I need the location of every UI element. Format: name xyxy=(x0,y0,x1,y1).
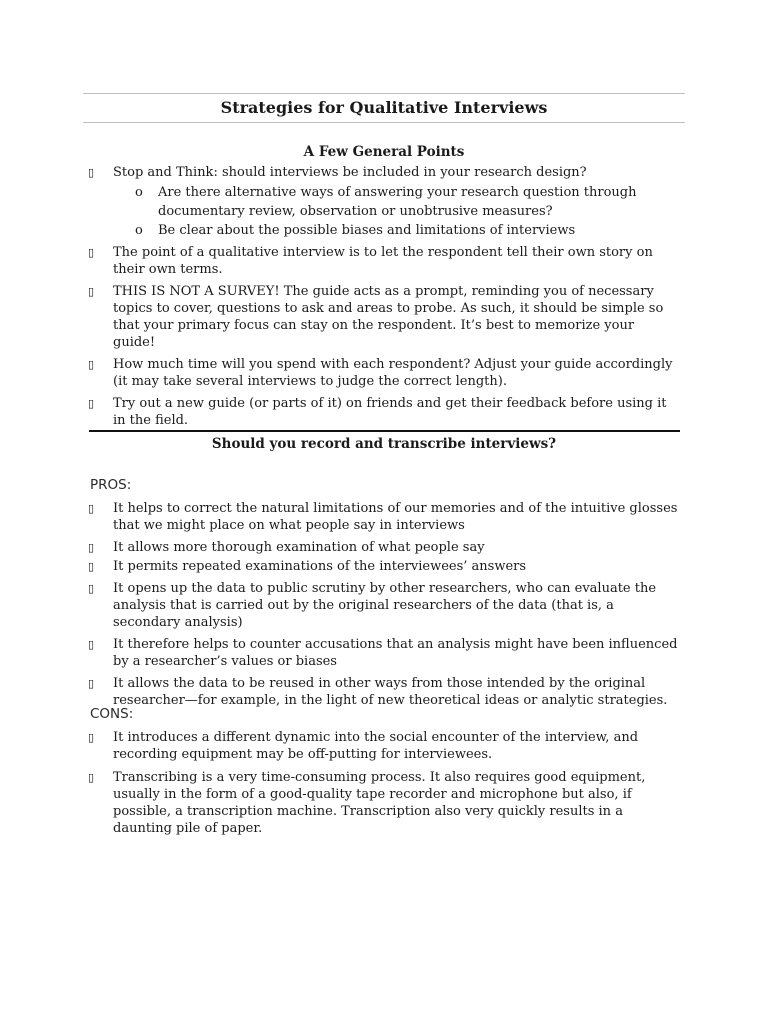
list-item-text: The point of a qualitative interview is to let the respondent tell their own story on their own terms. xyxy=(113,245,653,277)
list-item-text: It introduces a different dynamic into the social encounter of the interview, and recording equipment may be off-putting for interviewees. xyxy=(113,730,639,762)
bullet-marker: ▯ xyxy=(88,502,95,515)
pros-label: PROS: xyxy=(90,477,132,493)
bullet-marker: ▯ xyxy=(88,560,95,573)
list-item-text: It permits repeated examinations of the interviewees’ answers xyxy=(113,559,527,574)
list-item-text: Try out a new guide (or parts of it) on friends and get their feedback before using it in the field. xyxy=(113,396,667,428)
bullet-marker: ▯ xyxy=(88,582,95,595)
general-points-heading: A Few General Points xyxy=(303,144,465,160)
bullet-marker: ▯ xyxy=(88,285,95,298)
list-item xyxy=(88,356,678,390)
list-item xyxy=(88,164,678,181)
list-item xyxy=(88,244,678,278)
list-item-text: THIS IS NOT A SURVEY! The guide acts as a prompt, reminding you of necessary topics to cover, questions to ask and areas to probe. As such, it should be simple so that your primary focus can stay on the respondent. It’s best to memorize your guide! xyxy=(113,284,664,350)
list-item xyxy=(88,769,678,837)
sub-list-item xyxy=(88,221,678,240)
bullet-marker: ▯ xyxy=(88,166,95,179)
sub-bullet-marker: o xyxy=(135,223,143,238)
bullet-marker: ▯ xyxy=(88,358,95,371)
bullet-marker: ▯ xyxy=(88,771,95,784)
list-item xyxy=(88,636,678,670)
list-item-text: It helps to correct the natural limitations of our memories and of the intuitive glosses that we might place on what people say in interviews xyxy=(113,501,678,533)
list-item xyxy=(88,580,678,631)
bullet-marker: ▯ xyxy=(88,731,95,744)
list-item-text: It opens up the data to public scrutiny by other researchers, who can evaluate the analysis that is carried out by the original researchers of the data (that is, a secondary analysis) xyxy=(113,581,657,630)
cons-label: CONS: xyxy=(90,706,134,722)
list-item xyxy=(88,675,678,709)
list-item xyxy=(88,283,678,351)
page-title: Strategies for Qualitative Interviews xyxy=(83,93,685,123)
list-item xyxy=(88,539,678,556)
cons-list xyxy=(88,729,678,842)
list-item-text: It allows more thorough examination of what people say xyxy=(113,540,485,555)
bullet-marker: ▯ xyxy=(88,638,95,651)
bullet-marker: ▯ xyxy=(88,541,95,554)
bullet-marker: ▯ xyxy=(88,397,95,410)
list-item xyxy=(88,500,678,534)
sub-list-item-text: Are there alternative ways of answering your research question through documentary review, observation or unobtrusive measures? xyxy=(158,185,637,219)
bullet-marker: ▯ xyxy=(88,677,95,690)
list-item-text: It therefore helps to counter accusations that an analysis might have been influenced by a researcher’s values or biases xyxy=(113,637,678,669)
list-item xyxy=(88,558,678,575)
general-points-list xyxy=(88,164,678,434)
list-item xyxy=(88,729,678,763)
sub-list-item xyxy=(88,183,678,221)
section-divider xyxy=(89,430,680,432)
list-item-text: It allows the data to be reused in other ways from those intended by the original researcher—for example, in the light of new theoretical ideas or analytic strategies. xyxy=(113,676,668,708)
list-item-text: Transcribing is a very time-consuming process. It also requires good equipment, usually in the form of a good-quality tape recorder and microphone but also, if possible, a transcription machine. Transcription also very quickly results in a daunting pile of paper. xyxy=(113,770,646,836)
list-item-text: Stop and Think: should interviews be included in your research design? xyxy=(113,165,587,180)
pros-list xyxy=(88,500,678,714)
list-item-text: How much time will you spend with each respondent? Adjust your guide accordingly (it may take several interviews to judge the correct length). xyxy=(113,357,673,389)
list-item xyxy=(88,395,678,429)
bullet-marker: ▯ xyxy=(88,246,95,259)
sub-list-item-text: Be clear about the possible biases and limitations of interviews xyxy=(158,223,576,238)
sub-bullet-marker: o xyxy=(135,185,143,200)
record-heading: Should you record and transcribe interviews? xyxy=(211,436,557,452)
